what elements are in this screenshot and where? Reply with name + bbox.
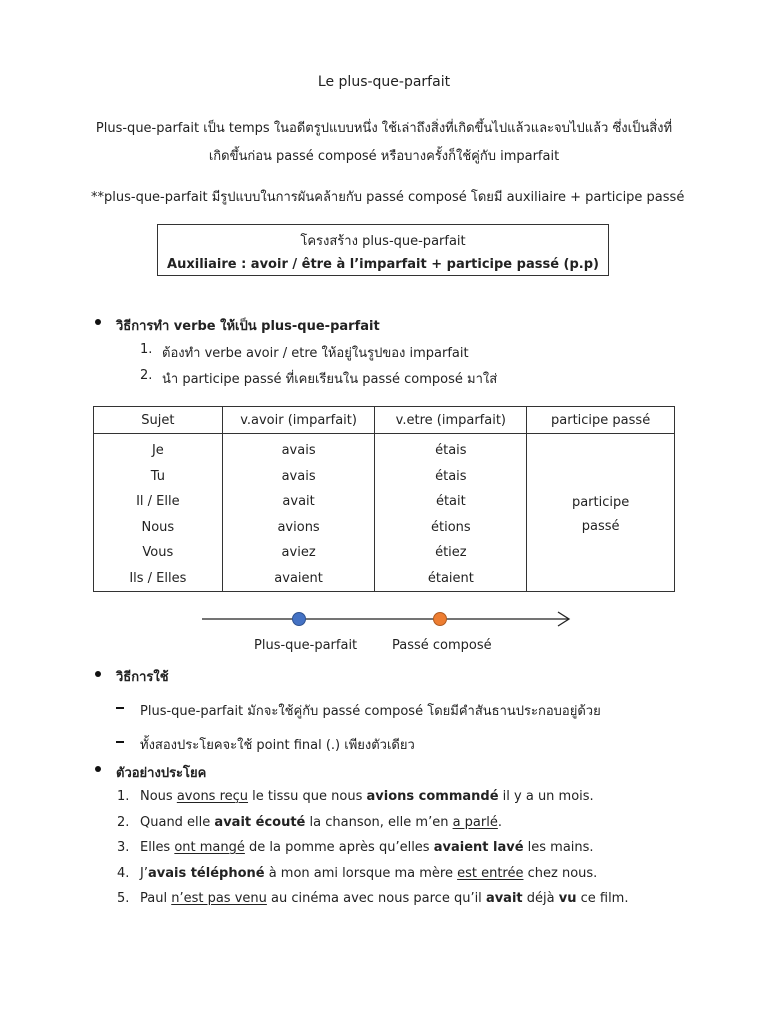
step-number: 1.: [140, 342, 153, 357]
participe-passe-label: passé: [581, 519, 620, 534]
conjugated-verb: avait: [485, 891, 523, 906]
avoir-cell: avais: [222, 464, 375, 490]
intro-line-1: Plus-que-parfait เป็น temps ในอดีตรูปแบบหนึ่ง ใช้เล่าถึงสิ่งที่เกิดขึ้นไปแล้วและจบไปแล้ว ซึ่งเป็นสิ่งที่: [95, 121, 673, 136]
sentence-text: ce film.: [576, 891, 629, 906]
sentence-text: à mon ami lorsque ma mère: [264, 866, 458, 881]
timeline-diagram: [200, 600, 572, 640]
sentence-text: déjà: [522, 891, 559, 906]
etre-cell: était: [375, 489, 527, 515]
bullet-icon: [95, 671, 101, 677]
participe-passe-label: participe: [571, 495, 630, 510]
column-header: v.etre (imparfait): [375, 407, 527, 434]
subject-cell: Nous: [94, 515, 223, 541]
avoir-cell: aviez: [222, 540, 375, 566]
example-number: 4.: [117, 866, 130, 881]
sentence-text: Nous: [140, 789, 177, 804]
avoir-cell: avais: [222, 434, 375, 464]
sentence-text: de la pomme après qu’elles: [244, 840, 434, 855]
sentence-text: au cinéma avec nous parce qu’il: [266, 891, 486, 906]
avoir-cell: avions: [222, 515, 375, 541]
bullet-icon: [95, 319, 101, 325]
plus-que-parfait-marker: [293, 613, 306, 626]
etre-cell: étais: [375, 464, 527, 490]
conjugated-verb: avais téléphoné: [147, 866, 265, 881]
example-number: 1.: [117, 789, 130, 804]
example-sentence: [140, 866, 597, 881]
subject-cell: Ils / Elles: [94, 566, 223, 592]
etre-cell: étiez: [375, 540, 527, 566]
section-heading-examples: ตัวอย่างประโยค: [116, 766, 207, 781]
passe-compose-verb: avons reçu: [176, 789, 249, 804]
step-text: ต้องทำ verbe avoir / etre ให้อยู่ในรูปของ imparfait: [162, 346, 469, 361]
column-header: participe passé: [527, 407, 675, 434]
participe-passe-cell: [527, 434, 675, 592]
structure-note: **plus-que-parfait มีรูปแบบในการผันคล้ายกับ passé composé โดยมี auxiliaire + participe passé: [91, 190, 685, 205]
example-sentence: [140, 840, 594, 855]
passe-compose-verb: ont mangé: [174, 840, 245, 855]
structure-formula: Auxiliaire : avoir / être à l’imparfait + participe passé (p.p): [167, 257, 599, 272]
conjugated-verb: vu: [558, 891, 577, 906]
subject-cell: Tu: [94, 464, 223, 490]
timeline-label-plus-que-parfait: Plus-que-parfait: [254, 638, 358, 653]
dash-bullet-icon: [116, 741, 124, 743]
conjugated-verb: avait écouté: [214, 815, 306, 830]
avoir-cell: avaient: [222, 566, 375, 592]
passe-compose-marker: [434, 613, 447, 626]
usage-item: Plus-que-parfait มักจะใช้คู่กับ passé composé โดยมีคำสันธานประกอบอยู่ด้วย: [140, 704, 601, 719]
example-sentence: [140, 891, 628, 906]
subject-cell: Je: [94, 434, 223, 464]
section-heading-formation: วิธีการทำ verbe ให้เป็น plus-que-parfait: [116, 319, 380, 334]
passe-compose-verb: est entrée: [457, 866, 524, 881]
section-heading-usage: วิธีการใช้: [116, 670, 169, 685]
etre-cell: étions: [375, 515, 527, 541]
sentence-text: .: [497, 815, 502, 830]
sentence-text: Quand elle: [140, 815, 215, 830]
structure-heading: โครงสร้าง plus-que-parfait: [300, 234, 466, 249]
conjugated-verb: avaient lavé: [433, 840, 524, 855]
sentence-text: le tissu que nous: [248, 789, 367, 804]
timeline-label-passe-compose: Passé composé: [392, 638, 492, 653]
step-text: นำ participe passé ที่เคยเรียนใน passé composé มาใส่: [162, 372, 498, 387]
dash-bullet-icon: [116, 707, 124, 709]
sentence-text: il y a un mois.: [498, 789, 594, 804]
sentence-text: Elles: [140, 840, 175, 855]
example-number: 3.: [117, 840, 130, 855]
example-number: 5.: [117, 891, 130, 906]
avoir-cell: avait: [222, 489, 375, 515]
usage-item: ทั้งสองประโยคจะใช้ point final (.) เพียงตัวเดียว: [140, 738, 415, 753]
table-header-row: [94, 407, 675, 434]
sentence-text: chez nous.: [523, 866, 598, 881]
column-header: v.avoir (imparfait): [222, 407, 375, 434]
sentence-text: J’: [140, 866, 148, 881]
step-number: 2.: [140, 368, 153, 383]
passe-compose-verb: a parlé: [452, 815, 498, 830]
structure-box: [157, 224, 609, 276]
conjugated-verb: avions commandé: [366, 789, 499, 804]
passe-compose-verb: n’est pas venu: [171, 891, 267, 906]
page-title: Le plus-que-parfait: [317, 74, 451, 90]
etre-cell: étaient: [375, 566, 527, 592]
subject-cell: Il / Elle: [94, 489, 223, 515]
example-sentence: [140, 815, 502, 830]
sentence-text: les mains.: [523, 840, 594, 855]
bullet-icon: [95, 766, 101, 772]
sentence-text: la chanson, elle m’en: [305, 815, 453, 830]
example-number: 2.: [117, 815, 130, 830]
etre-cell: étais: [375, 434, 527, 464]
intro-line-2: เกิดขึ้นก่อน passé composé หรือบางครั้งก็ใช้คู่กับ imparfait: [208, 149, 560, 164]
subject-cell: Vous: [94, 540, 223, 566]
column-header: Sujet: [94, 407, 223, 434]
conjugation-table: [93, 406, 675, 592]
sentence-text: Paul: [140, 891, 172, 906]
example-sentence: [140, 789, 594, 804]
table-row: [94, 434, 675, 464]
